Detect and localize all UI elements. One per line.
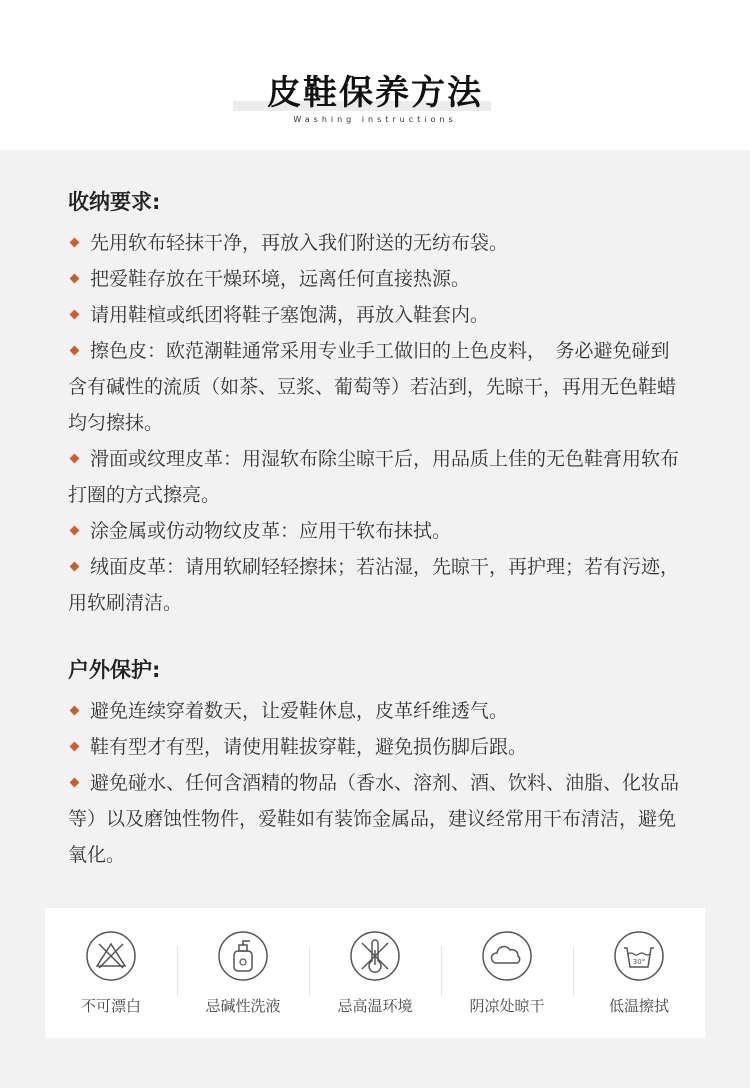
outdoor-section: [68, 655, 688, 873]
care-item: [441, 908, 573, 1038]
bullet-diamond-icon: [70, 310, 80, 320]
bullet-diamond-icon: [70, 238, 80, 248]
list-item: 请用鞋楦或纸团将鞋子塞饱满，再放入鞋套内。: [68, 297, 688, 333]
bullet-diamond-icon: [70, 526, 80, 536]
care-label: 低温擦拭: [608, 997, 669, 1015]
outdoor-title: 户外保护:: [68, 658, 161, 682]
storage-title: 收纳要求:: [68, 190, 161, 214]
low-temp-wipe-icon: [613, 930, 665, 982]
storage-section: [68, 187, 688, 621]
header: [0, 0, 750, 150]
care-label: 阴凉处晾干: [469, 997, 545, 1015]
care-label: 忌碱性洗液: [205, 997, 281, 1015]
list-item: 涂金属或仿动物纹皮革：应用干软布抹拭。: [68, 513, 688, 549]
bullet-diamond-icon: [70, 742, 80, 752]
no-high-temperature-icon: [349, 930, 401, 982]
no-bleach-icon: [85, 930, 137, 982]
care-item: [573, 908, 705, 1038]
page-title: 皮鞋保养方法: [267, 73, 483, 113]
temperature-label: 30°: [632, 958, 646, 966]
bullet-diamond-icon: [70, 706, 80, 716]
care-item: [309, 908, 441, 1038]
list-item: 鞋有型才有型，请使用鞋拔穿鞋，避免损伤脚后跟。: [68, 729, 688, 765]
bullet-diamond-icon: [70, 274, 80, 284]
list-item: 先用软布轻抹干净，再放入我们附送的无纺布袋。: [68, 225, 688, 261]
no-alkaline-detergent-icon: [217, 930, 269, 982]
list-item: 避免连续穿着数天，让爱鞋休息，皮革纤维透气。: [68, 693, 688, 729]
care-label: 忌高温环境: [337, 997, 413, 1015]
care-label: 不可漂白: [80, 997, 141, 1015]
list-item: 擦色皮：欧范潮鞋通常采用专业手工做旧的上色皮料， 务必避免碰到含有碱性的流质（如茶、豆浆、葡萄等）若沾到，先晾干，再用无色鞋蜡均匀擦抹。: [68, 340, 677, 434]
care-item: [177, 908, 309, 1038]
care-item: [45, 908, 177, 1038]
list-item: 绒面皮革：请用软刷轻轻擦抹；若沾湿，先晾干，再护理；若有污迹，用软刷清洁。: [68, 556, 680, 614]
shade-dry-icon: [481, 930, 533, 982]
care-icons-panel: [45, 908, 705, 1038]
list-item: 滑面或纹理皮革：用湿软布除尘晾干后，用品质上佳的无色鞋膏用软布打圈的方式擦亮。: [68, 448, 680, 506]
list-item: 避免碰水、任何含酒精的物品（香水、溶剂、酒、饮料、油脂、化妆品等）以及磨蚀性物件，爱鞋如有装饰金属品，建议经常用干布清洁，避免氧化。: [68, 772, 680, 866]
list-item: 把爱鞋存放在干燥环境，远离任何直接热源。: [68, 261, 688, 297]
page-subtitle: Washing instructions: [293, 115, 457, 124]
